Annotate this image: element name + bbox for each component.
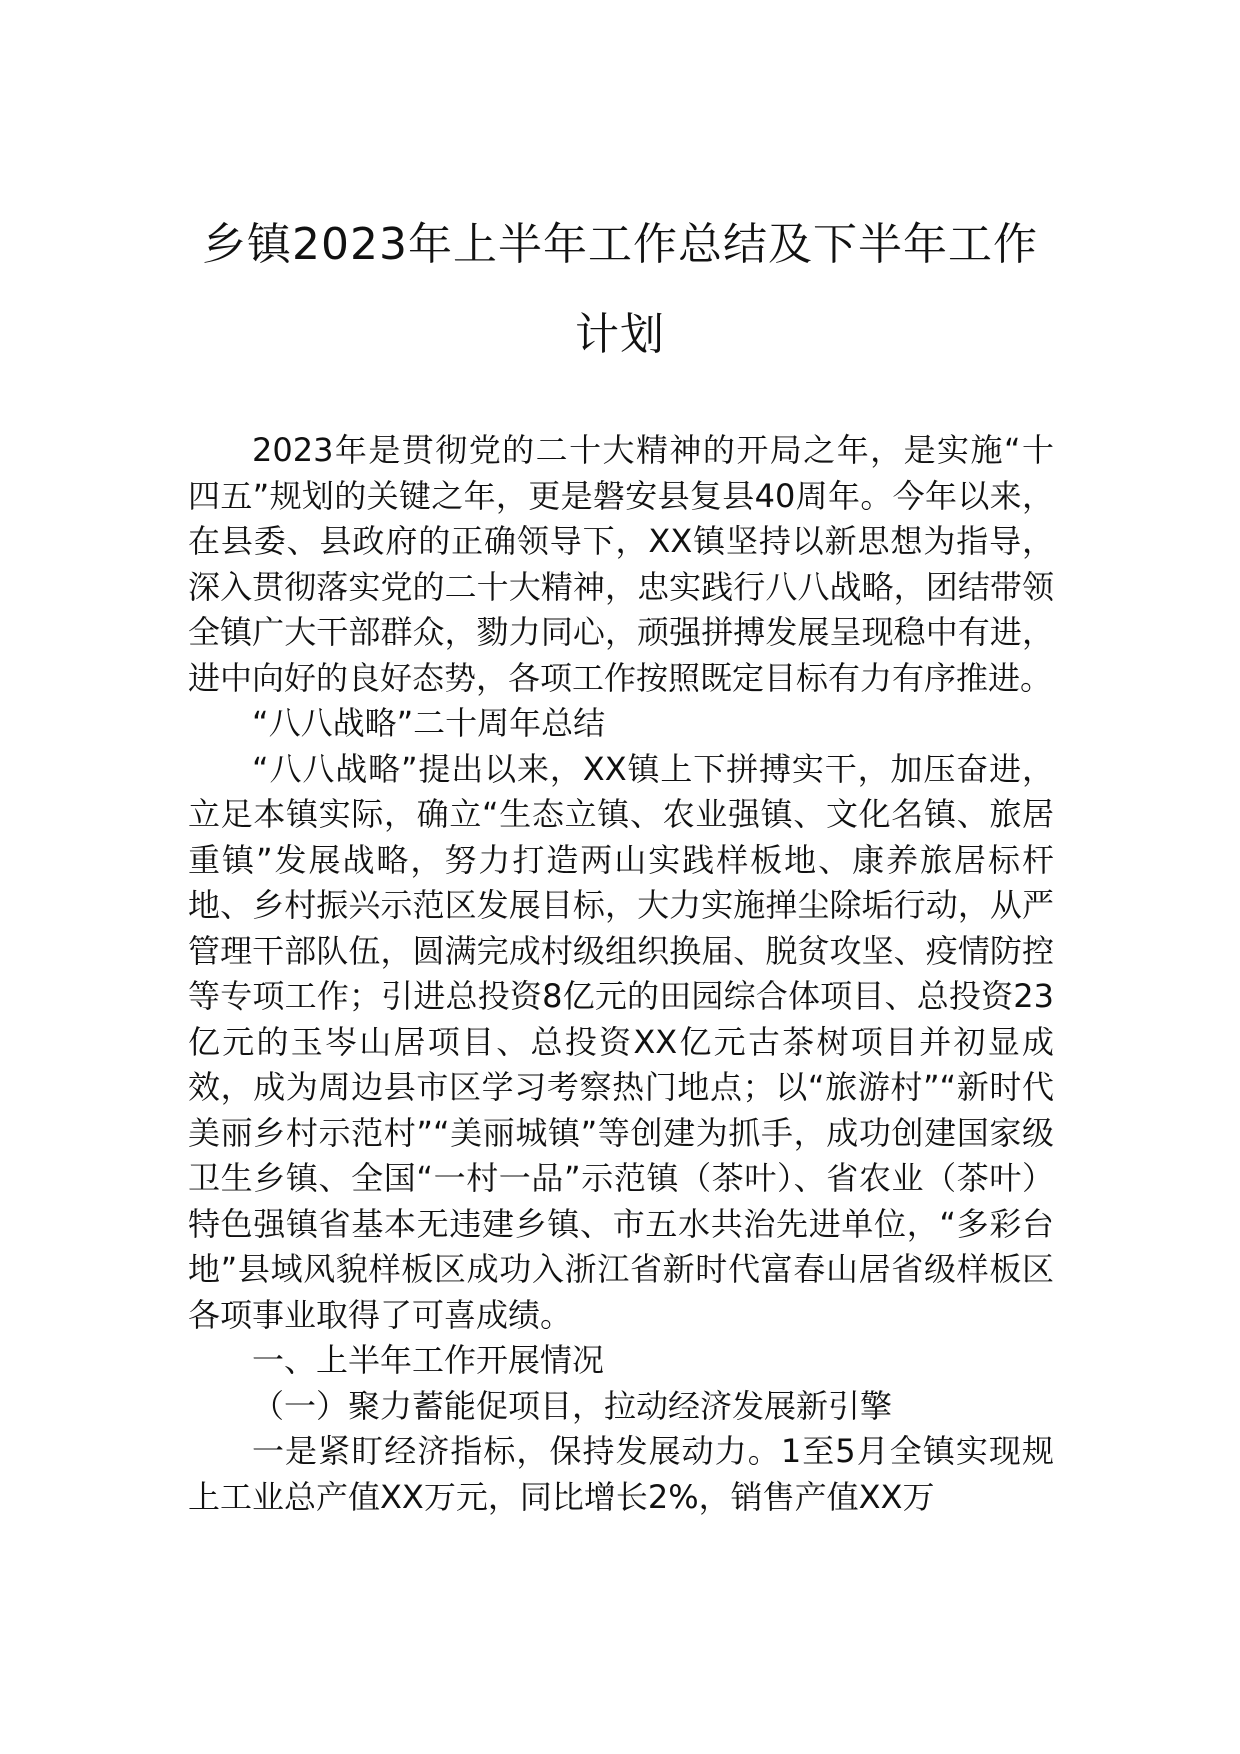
strategy-summary-paragraph: “八八战略”提出以来，XX镇上下拼搏实干，加压奋进，立足本镇实际，确立“生态立镇、农业强镇、文化名镇、旅居重镇”发展战略，努力打造两山实践样板地、康养旅居标杆地、乡村振兴示范区发展目标，大力实施掸尘除垢行动，从严管理干部队伍，圆满完成村级组织换届、脱贫攻坚、疫情防控等专项工作；引进总投资8亿元的田园综合体项目、总投资23亿元的玉岑山居项目、总投资XX亿元古茶树项目并初显成效，成为周边县市区学习考察热门地点；以“旅游村”“新时代美丽乡村示范村”“美丽城镇”等创建为抓手，成功创建国家级卫生乡镇、全国“一村一品”示范镇（茶叶）、省农业（茶叶）特色强镇省基本无违建乡镇、市五水共治先进单位，“多彩台地”县域风貌样板区成功入浙江省新时代富春山居省级样板区各项事业取得了可喜成绩。 — [188, 749, 1054, 1334]
subsection-heading-projects: （一）聚力蓄能促项目，拉动经济发展新引擎 — [252, 1386, 893, 1425]
document-title-line-1: 乡镇2023年上半年工作总结及下半年工作 — [202, 219, 1038, 270]
intro-paragraph: 2023年是贯彻党的二十大精神的开局之年，是实施“十四五”规划的关键之年，更是磐安县复县40周年。今年以来，在县委、县政府的正确领导下，XX镇坚持以新思想为指导，深入贯彻落实党的二十大精神，忠实践行八八战略，团结带领全镇广大干部群众，勠力同心，顽强拼搏发展呈现稳中有进，进中向好的良好态势，各项工作按照既定目标有力有序推进。 — [188, 431, 1054, 697]
section-heading-eight-eight-strategy: “八八战略”二十周年总结 — [252, 704, 606, 742]
economic-indicators-paragraph: 一是紧盯经济指标，保持发展动力。1至5月全镇实现规上工业总产值XX万元，同比增长2%，销售产值XX万 — [188, 1432, 1054, 1516]
document-body — [188, 428, 1054, 1520]
section-heading-first-half-work: 一、上半年工作开展情况 — [252, 1341, 605, 1379]
document-title-line-2: 计划 — [575, 309, 665, 360]
